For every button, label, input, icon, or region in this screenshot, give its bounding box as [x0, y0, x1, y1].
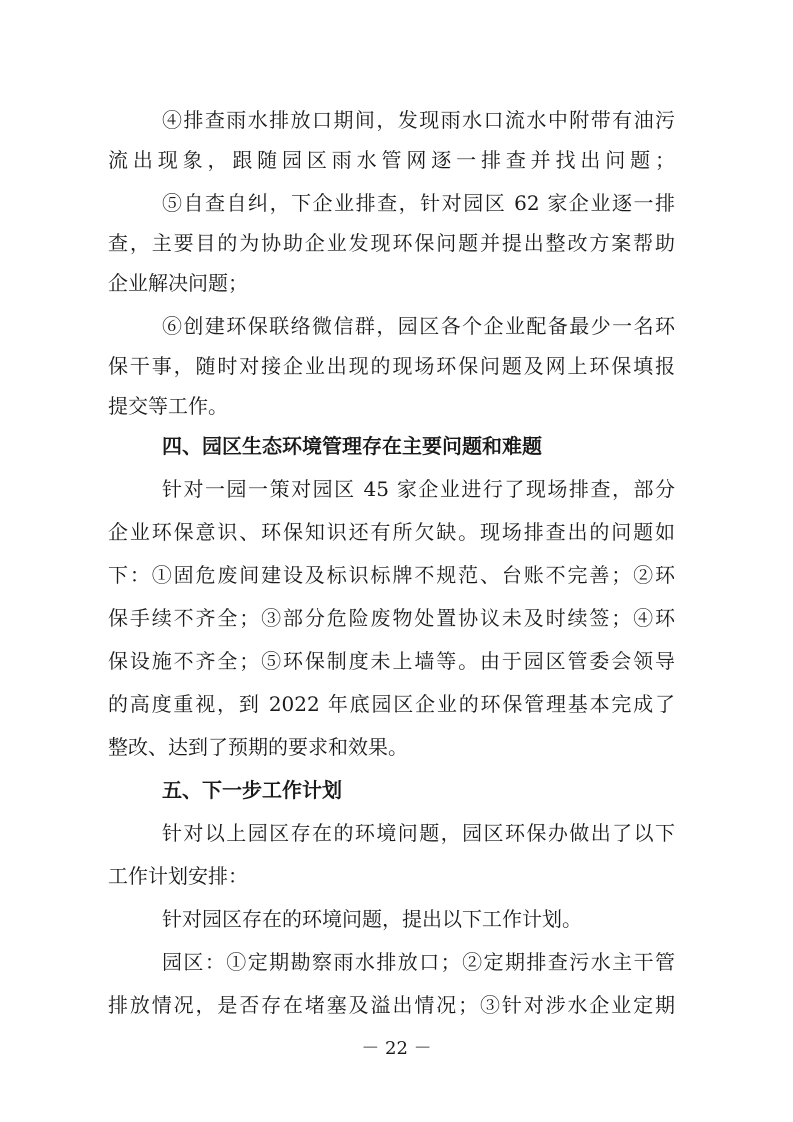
- text-line: 工作计划安排：: [108, 864, 248, 888]
- text-line: 的高度重视，到 2022 年底园区企业的环保管理基本完成了: [108, 692, 675, 716]
- text-line: 整改、达到了预期的要求和效果。: [108, 735, 408, 759]
- text-line: 流出现象，跟随园区雨水管网逐一排查并找出问题；: [108, 148, 675, 172]
- text-line: 提交等工作。: [108, 394, 228, 418]
- text-line: ⑤自查自纠，下企业排查，针对园区 62 家企业逐一排: [162, 191, 675, 215]
- text-line: 针对园区存在的环境问题，提出以下工作计划。: [162, 907, 582, 931]
- text-line: 排放情况，是否存在堵塞及溢出情况；③针对涉水企业定期: [108, 993, 675, 1017]
- text-line: 保设施不齐全；⑤环保制度未上墙等。由于园区管委会领导: [108, 649, 675, 673]
- text-line: 针对以上园区存在的环境问题，园区环保办做出了以下: [162, 821, 675, 845]
- page-number: － 22 －: [361, 1038, 432, 1059]
- text-line: ④排查雨水排放口期间，发现雨水口流水中附带有油污: [162, 108, 675, 132]
- text-line: 针对一园一策对园区 45 家企业进行了现场排查，部分: [162, 477, 675, 501]
- text-line: 查，主要目的为协助企业发现环保问题并提出整改方案帮助: [108, 231, 675, 255]
- text-line: 下：①固危废间建设及标识标牌不规范、台账不完善；②环: [108, 563, 675, 587]
- section-heading: 五、下一步工作计划: [162, 778, 342, 802]
- text-line: 园区：①定期勘察雨水排放口；②定期排查污水主干管: [162, 950, 675, 974]
- text-line: 保干事，随时对接企业出现的现场环保问题及网上环保填报: [108, 354, 675, 378]
- text-line: 保手续不齐全；③部分危险废物处置协议未及时续签；④环: [108, 606, 675, 630]
- section-heading: 四、园区生态环境管理存在主要问题和难题: [162, 434, 542, 458]
- text-line: ⑥创建环保联络微信群，园区各个企业配备最少一名环: [162, 314, 675, 338]
- text-line: 企业环保意识、环保知识还有所欠缺。现场排查出的问题如: [108, 520, 675, 544]
- text-line: 企业解决问题；: [108, 271, 248, 295]
